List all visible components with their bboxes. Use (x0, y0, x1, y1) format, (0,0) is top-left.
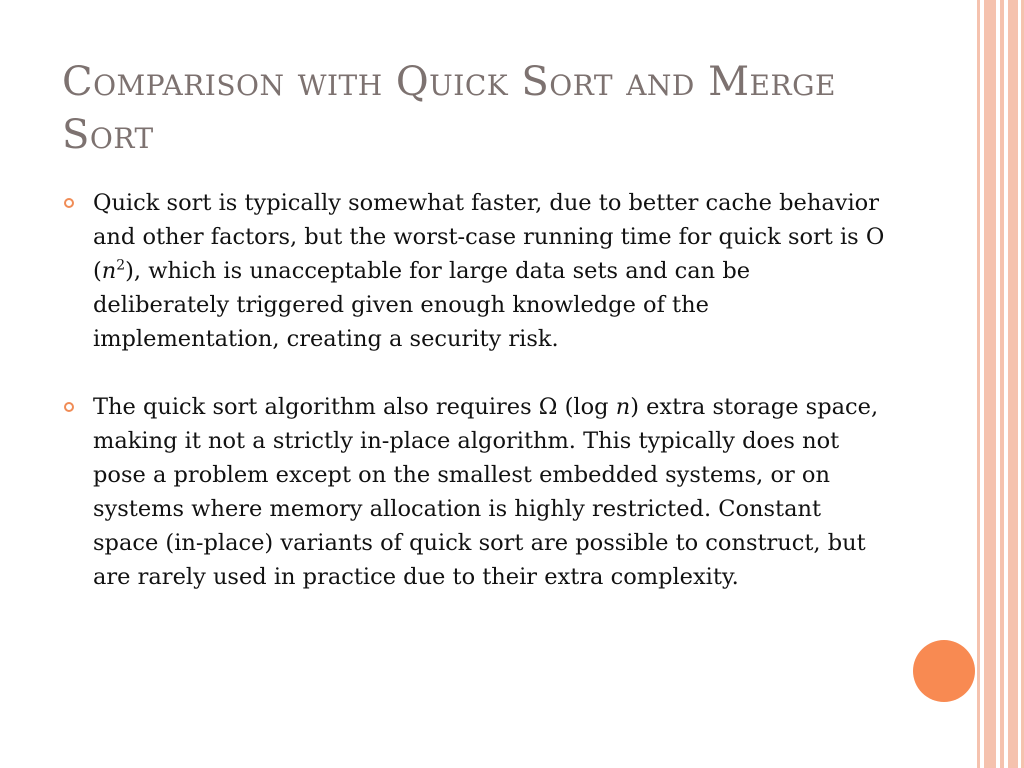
decorative-circle (913, 640, 975, 702)
decorative-stripe (984, 0, 996, 768)
bullet-text-segment: ) extra storage space, making it not a strictly in-place algorithm. This typically does not pose a problem except on the smallest embedded systems, or on systems where memory allocation is highly restricted. Constant space (in-place) variants of quick sort are possible to construct, but are rarely used in practice due to their extra complexity. (93, 394, 879, 590)
bullet-item (62, 390, 892, 594)
bullet-text-segment: Quick sort is typically somewhat faster, due to better cache behavior and other factors, but the worst-case running time for quick sort is O ( (93, 190, 885, 284)
math-variable: n (101, 258, 117, 284)
bullet-ring-icon (64, 198, 74, 208)
bullet-text-segment: The quick sort algorithm also requires Ω (log (93, 394, 616, 420)
decorative-stripe (1000, 0, 1004, 768)
bullet-text-segment: ), which is unacceptable for large data sets and can be deliberately triggered given enough knowledge of the implementation, creating a security risk. (93, 258, 751, 352)
bullet-item (62, 186, 892, 356)
decorative-stripe (1008, 0, 1018, 768)
bullet-ring-icon (64, 402, 74, 412)
bullet-text (93, 394, 878, 590)
math-exponent: 2 (116, 257, 126, 274)
decorative-stripe (977, 0, 980, 768)
slide-title: Comparison with Quick Sort and Merge Sort (62, 59, 836, 158)
bullet-list (62, 186, 892, 628)
math-variable: n (615, 394, 631, 420)
bullet-text (93, 190, 884, 352)
